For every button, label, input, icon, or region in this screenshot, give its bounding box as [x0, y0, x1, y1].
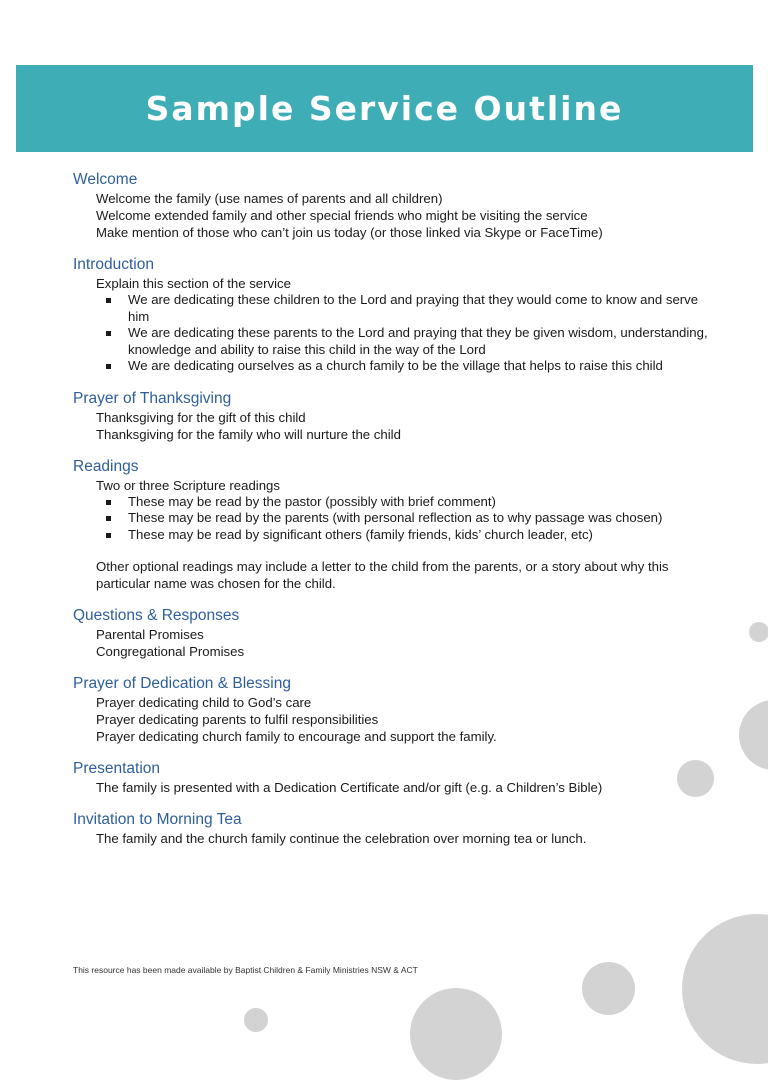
decor-circle: [244, 1008, 268, 1032]
outline-line: Explain this section of the service: [96, 276, 291, 291]
section-heading: Readings: [73, 457, 139, 475]
outline-line: Thanksgiving for the family who will nurture the child: [96, 426, 401, 442]
outline-line: Two or three Scripture readings: [96, 477, 280, 493]
section-introduction: [73, 255, 713, 375]
section-heading: Welcome: [73, 171, 138, 188]
outline-line: Congregational Promises: [96, 644, 245, 659]
outline-line: Welcome extended family and other special friends who might be visiting the service: [96, 208, 588, 223]
decor-circle: [749, 622, 768, 642]
outline-line: Welcome the family (use names of parents and all children): [96, 191, 443, 206]
outline-line: Parental Promises: [96, 627, 204, 642]
bullet-list: [73, 494, 713, 544]
section-heading: Presentation: [73, 760, 161, 777]
bullet-list: [73, 292, 713, 375]
section-heading: Questions & Responses: [73, 607, 240, 624]
bullet-item: These may be read by the pastor (possibly with brief comment): [104, 494, 713, 511]
outline-line: Make mention of those who can’t join us today (or those linked via Skype or FaceTime): [96, 225, 603, 240]
outline-line: The family is presented with a Dedication Certificate and/or gift (e.g. a Children’s Bible): [96, 780, 603, 795]
bullet-item: We are dedicating these parents to the Lord and praying that they be given wisdom, understanding, knowledge and ability to raise this child in the way of the Lord: [104, 325, 713, 358]
decor-circle: [582, 962, 635, 1015]
section-morning-tea: [73, 810, 713, 847]
section-heading: Invitation to Morning Tea: [73, 811, 242, 828]
section-heading: Introduction: [73, 256, 154, 273]
decor-circle: [677, 760, 714, 797]
bullet-item: These may be read by significant others (family friends, kids’ church leader, etc): [104, 527, 713, 544]
bullet-item: We are dedicating these children to the Lord and praying that they would come to know and serve him: [104, 292, 713, 325]
section-dedication: [73, 674, 713, 745]
section-readings: [73, 457, 713, 593]
outline-line: Prayer dedicating child to God’s care: [96, 695, 312, 710]
section-presentation: [73, 759, 713, 796]
bullet-item: These may be read by the parents (with personal reflection as to why passage was chosen): [104, 510, 713, 527]
outline-line: Prayer dedicating parents to fulfil responsibilities: [96, 712, 379, 727]
section-heading: Prayer of Dedication & Blessing: [73, 675, 291, 692]
section-questions: [73, 606, 713, 660]
section-welcome: [73, 170, 713, 241]
section-heading: Prayer of Thanksgiving: [73, 389, 232, 407]
bullet-item: We are dedicating ourselves as a church family to be the village that helps to raise this child: [104, 358, 713, 375]
readings-paragraph: Other optional readings may include a letter to the child from the parents, or a story about why this particular name was chosen for the child.: [96, 559, 669, 591]
section-thanksgiving: [73, 389, 713, 443]
decor-circle: [410, 988, 502, 1080]
outline-line: The family and the church family continue the celebration over morning tea or lunch.: [96, 831, 587, 846]
title-banner: [16, 65, 753, 152]
outline-line: Thanksgiving for the gift of this child: [96, 409, 306, 425]
decor-circle: [739, 700, 768, 770]
page-title: Sample Service Outline: [145, 89, 624, 128]
decor-circle: [682, 914, 768, 1064]
outline-line: Prayer dedicating church family to encourage and support the family.: [96, 729, 497, 744]
service-outline: [73, 170, 713, 861]
footer-credit: This resource has been made available by Baptist Children & Family Ministries NSW & ACT: [73, 965, 418, 975]
